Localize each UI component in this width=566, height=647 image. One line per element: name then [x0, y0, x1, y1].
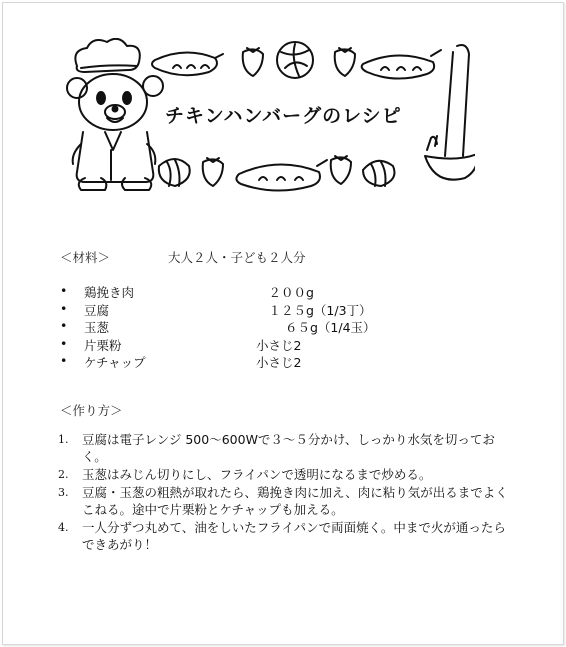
ingredient-name: 豆腐	[84, 302, 110, 318]
step-text: 玉葱はみじん切りにし、フライパンで透明になるまで炒める。	[82, 467, 432, 482]
ingredient-name: 鶏挽き肉	[84, 285, 135, 300]
ingredient-amount: ２００g	[256, 285, 314, 300]
method-step	[58, 484, 508, 518]
bullet: •	[60, 353, 68, 368]
ingredient-amount: 小さじ2	[256, 355, 302, 370]
materials-heading: ＜材料＞	[60, 250, 111, 265]
recipe-title: チキンハンバーグのレシピ	[165, 105, 402, 127]
servings-label: 大人２人・子ども２人分	[168, 250, 306, 265]
method-heading: ＜作り方＞	[60, 403, 123, 418]
cabbage-icon	[277, 42, 313, 78]
strawberry-icon	[203, 158, 223, 186]
strawberry-icon	[331, 156, 351, 184]
ingredient-amount: １２５g（1/3丁）	[256, 302, 372, 318]
ladle-icon	[425, 45, 475, 180]
ingredient-amount: ６５g（1/4玉）	[256, 320, 376, 335]
method-steps	[58, 431, 508, 554]
step-number: 2.	[58, 468, 69, 481]
method-step	[58, 466, 508, 483]
bullet: •	[60, 318, 68, 333]
ingredient-row	[60, 283, 480, 301]
step-number: 1.	[58, 433, 69, 446]
ingredient-name: ケチャップ	[84, 355, 146, 370]
onion-icon	[159, 159, 190, 186]
strawberry-icon	[335, 48, 355, 76]
ingredient-row	[60, 318, 480, 336]
step-number: 4.	[58, 521, 69, 534]
strawberry-icon	[243, 48, 263, 76]
bullet: •	[60, 335, 68, 351]
onion-icon	[363, 161, 395, 186]
step-number: 3.	[58, 486, 69, 499]
step-text: 豆腐・玉葱の粗熱が取れたら、鶏挽き肉に加え、肉に粘り気が出るまでよくこねる。途中で片栗粉とケチャップも加える。	[82, 485, 508, 517]
chef-bear-icon	[67, 39, 163, 190]
sweet-potato-icon	[236, 160, 327, 191]
ingredient-list	[60, 283, 480, 371]
bullet: •	[60, 300, 68, 316]
ingredient-row	[60, 353, 480, 371]
sweet-potato-icon	[362, 50, 441, 79]
ingredient-row	[60, 301, 480, 319]
ingredient-name: 玉葱	[84, 320, 110, 335]
method-step	[58, 519, 508, 553]
bullet: •	[60, 283, 68, 298]
ingredient-name: 片栗粉	[84, 337, 122, 353]
step-text: 一人分ずつ丸めて、油をしいたフライパンで両面焼く。中まで火が通ったらできあがり！	[82, 520, 506, 552]
step-text: 豆腐は電子レンジ 500〜600Wで３〜５分かけ、しっかり水気を切っておく。	[82, 432, 495, 464]
ingredient-amount: 小さじ2	[256, 337, 302, 353]
ingredient-row	[60, 336, 480, 354]
sweet-potato-icon	[152, 52, 223, 75]
method-step	[58, 431, 508, 465]
